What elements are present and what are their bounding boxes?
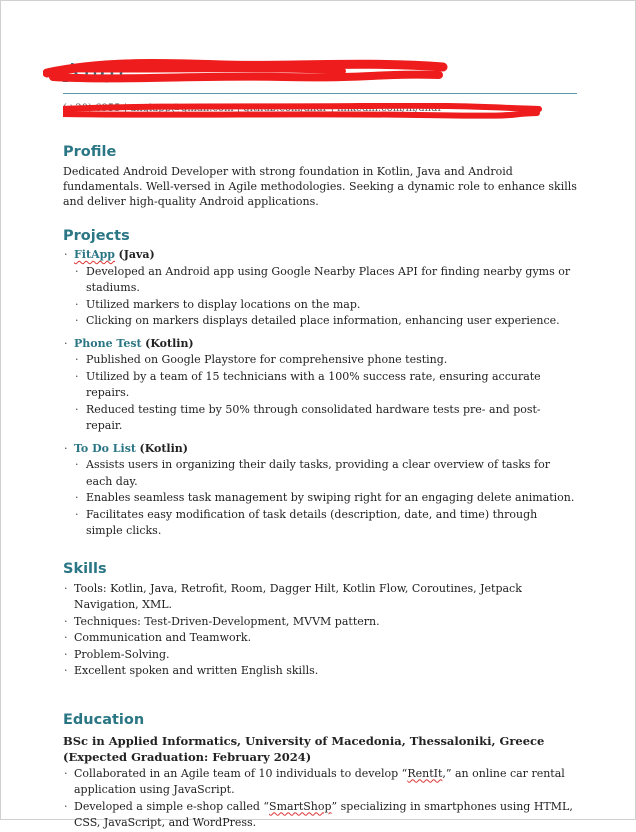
profile-heading: Profile	[63, 144, 117, 160]
profile-section	[63, 143, 577, 209]
project-bullet: · Utilized markers to display locations on the map.	[63, 297, 577, 314]
project-tech: (Java)	[118, 248, 155, 261]
project-tech: (Kotlin)	[139, 441, 188, 455]
project-phone-test	[63, 336, 577, 435]
skill-item: · Excellent spoken and written English skills.	[63, 663, 577, 680]
project-bullet: · Developed an Android app using Google Nearby Places API for finding nearby gyms or stadiums.	[63, 264, 577, 297]
education-degree: BSc in Applied Informatics, University of Macedonia, Thessaloniki, Greece (Expected Graduation: February 2024)	[63, 733, 545, 764]
project-name: Phone Test	[74, 336, 142, 350]
project-bullet: · Enables seamless task management by swiping right for an engaging delete animation.	[63, 490, 577, 507]
education-bullet-text: ” specializing in smartphones using HTML, CSS, JavaScript, and WordPress.	[74, 799, 573, 829]
contact-text: (+30) 6955 | anglapp@gmail.com | github.com/andr | linkedin.com/in/andr	[63, 103, 443, 114]
project-bullet: · Reduced testing time by 50% through consolidated hardware tests pre- and post-repair.	[63, 402, 577, 435]
profile-summary: Dedicated Android Developer with strong foundation in Kotlin, Java and Android fundamentals. Well-versed in Agile methodologies. Seeking a dynamic role to enhance skills and deliver high-quality Android applications.	[63, 165, 577, 208]
project-title	[63, 336, 577, 353]
project-bullet: · Facilitates easy modification of task details (description, date, and time) through simple clicks.	[63, 507, 577, 540]
smartshop-project-name: SmartShop	[269, 799, 332, 813]
project-name: To Do List	[74, 441, 136, 455]
skill-item: · Techniques: Test-Driven-Development, MVVM pattern.	[63, 614, 577, 631]
education-bullet-text: Collaborated in an Agile team of 10 individuals to develop “	[74, 766, 408, 780]
project-name: FitApp	[74, 248, 115, 261]
skill-item: · Tools: Kotlin, Java, Retrofit, Room, Dagger Hilt, Kotlin Flow, Coroutines, Jetpack Navigation, XML.	[63, 581, 577, 614]
header-divider	[63, 93, 577, 94]
project-to-do-list	[63, 441, 577, 540]
education-heading: Education	[63, 711, 145, 728]
skill-item: · Communication and Teamwork.	[63, 630, 577, 647]
skills-section	[63, 560, 577, 680]
candidate-name: Andr	[63, 59, 130, 89]
project-bullet: · Utilized by a team of 15 technicians with a 100% success rate, ensuring accurate repairs.	[63, 369, 577, 402]
rentit-project-name: RentIt	[407, 766, 443, 780]
project-bullet: · Published on Google Playstore for comprehensive phone testing.	[63, 352, 577, 369]
project-title	[63, 247, 577, 264]
education-bullet	[63, 799, 577, 832]
resume-header	[63, 53, 577, 95]
skill-item: · Problem-Solving.	[63, 647, 577, 664]
resume-content	[63, 53, 577, 832]
contact-info	[63, 103, 577, 119]
projects-heading: Projects	[63, 228, 130, 244]
project-bullet: · Clicking on markers displays detailed place information, enhancing user experience.	[63, 313, 577, 330]
projects-section	[63, 227, 577, 540]
education-section	[63, 711, 577, 832]
education-bullet-text: Developed a simple e-shop called “	[74, 799, 270, 813]
education-bullet	[63, 766, 577, 799]
education-bullet-text: ,” an online car rental application using JavaScript.	[74, 766, 565, 796]
project-bullet: · Assists users in organizing their daily tasks, providing a clear overview of tasks for each day.	[63, 457, 577, 490]
project-fitapp	[63, 247, 577, 330]
skills-heading: Skills	[63, 560, 107, 577]
project-title	[63, 441, 577, 458]
project-tech: (Kotlin)	[145, 336, 194, 350]
